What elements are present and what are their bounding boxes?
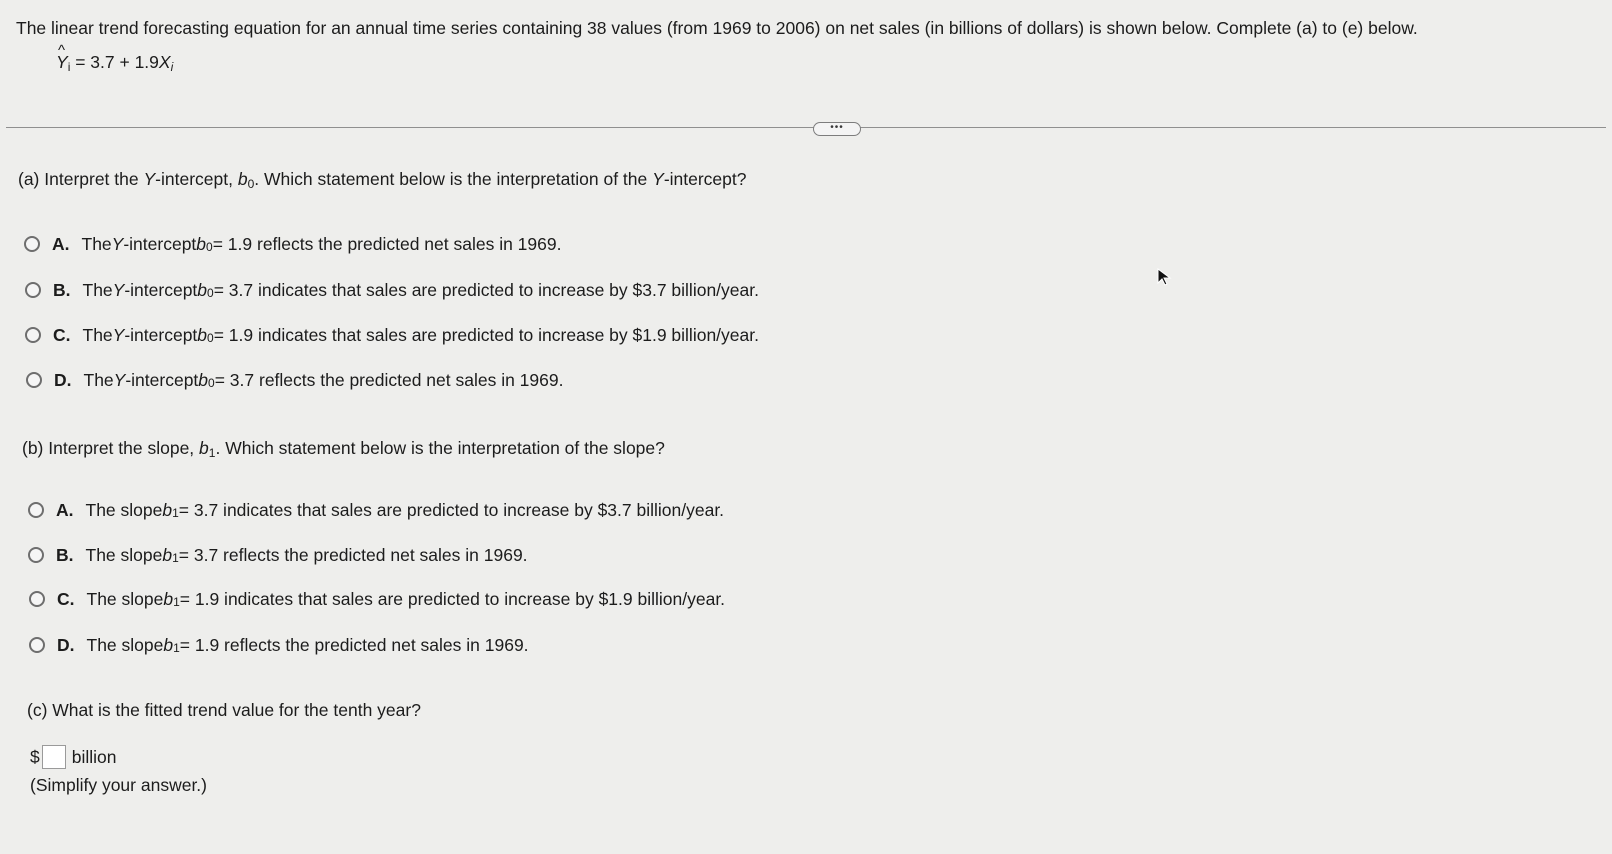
option-sub: 1 [172,506,179,520]
option-text: The slope [85,500,163,520]
option-sub: 1 [172,551,179,565]
unit-label: billion [71,747,117,767]
option-letter: C. [53,325,71,345]
option-sub: 1 [173,595,180,609]
option-text: The [83,370,114,390]
option-text: = 1.9 reflects the predicted net sales in 1969. [179,635,529,655]
option-y: Y [112,280,125,300]
part-b-option-c[interactable] [29,587,725,611]
radio-button[interactable] [24,236,40,252]
part-a-option-a[interactable] [24,232,561,256]
part-b-option-a[interactable] [28,498,724,522]
part-a-mid: -intercept, [155,169,238,189]
option-y: Y [113,370,126,390]
x-subscript: i [170,60,174,74]
option-letter: B. [53,280,71,300]
option-b: b [163,589,174,609]
y-subscript: i [67,60,71,74]
option-text: = 1.9 indicates that sales are predicted to increase by $1.9 billion/year. [213,325,759,345]
option-text: The [81,234,112,254]
part-a-b-sub: 0 [247,177,255,191]
section-divider [6,127,1606,128]
option-letter: A. [56,500,74,520]
trend-equation [56,50,173,76]
option-text: = 1.9 indicates that sales are predicted to increase by $1.9 billion/year. [179,589,726,609]
y-hat-symbol: ^ Y [56,50,68,74]
part-a-y: Y [143,169,156,189]
option-text: The [82,280,113,300]
option-text: = 3.7 reflects the predicted net sales in 1969. [214,370,564,390]
part-b-suffix: . Which statement below is the interpretation of the slope? [215,438,665,458]
option-b: b [198,370,209,390]
radio-button[interactable] [29,637,45,653]
part-b-b-sub: 1 [208,446,216,460]
option-sub: 0 [208,376,215,390]
radio-button[interactable] [28,547,44,563]
part-a-option-d[interactable] [26,368,563,392]
option-text: -intercept [123,234,197,254]
part-a-prefix: (a) Interpret the [18,169,144,189]
part-a-question [18,167,747,193]
option-b: b [197,325,208,345]
option-text: -intercept [124,280,198,300]
option-b: b [196,234,207,254]
radio-button[interactable] [25,282,41,298]
option-text: The slope [86,589,164,609]
part-c-question: (c) What is the fitted trend value for the tenth year? [27,700,421,720]
radio-button[interactable] [26,372,42,388]
option-y: Y [112,325,125,345]
option-letter: D. [54,370,72,390]
option-letter: A. [52,234,70,254]
option-sub: 1 [173,641,180,655]
radio-button[interactable] [25,327,41,343]
option-letter: B. [56,545,74,565]
part-b-option-b[interactable] [28,543,528,567]
option-text: -intercept [125,370,199,390]
option-text: = 1.9 reflects the predicted net sales in 1969. [212,234,562,254]
part-a-option-b[interactable] [25,278,759,302]
option-b: b [162,500,173,520]
option-y: Y [111,234,124,254]
mouse-pointer-icon [1156,267,1174,287]
option-sub: 0 [207,286,214,300]
part-b-question [22,436,665,462]
option-sub: 0 [207,331,214,345]
part-a-end: -intercept? [663,169,747,189]
option-text: The [82,325,113,345]
answer-row [30,745,116,769]
part-a-y2: Y [652,169,664,189]
simplify-note: (Simplify your answer.) [30,775,207,795]
part-b-prefix: (b) Interpret the slope, [22,438,200,458]
currency-symbol: $ [30,747,40,767]
option-b: b [163,635,174,655]
equation-rhs: = 3.7 + 1.9 [70,52,159,72]
option-b: b [197,280,208,300]
part-b-option-d[interactable] [29,633,529,657]
radio-button[interactable] [28,502,44,518]
option-b: b [162,545,173,565]
option-letter: C. [57,589,75,609]
problem-statement: The linear trend forecasting equation for an annual time series containing 38 values (from 1969 to 2006) on net sales (in billions of dollars) is shown below. Complete (a) to (e) below. [16,18,1418,38]
x-symbol: X [158,52,171,72]
part-a-b: b [237,169,248,189]
option-text: The slope [85,545,163,565]
option-text: -intercept [124,325,198,345]
option-sub: 0 [206,240,213,254]
answer-input[interactable] [42,745,66,769]
part-a-option-c[interactable] [25,323,759,347]
option-text: = 3.7 reflects the predicted net sales in 1969. [178,545,528,565]
radio-button[interactable] [29,591,45,607]
expand-more-button[interactable]: ••• [813,122,861,136]
option-letter: D. [57,635,75,655]
part-b-b: b [199,438,209,458]
option-text: The slope [86,635,164,655]
option-text: = 3.7 indicates that sales are predicted to increase by $3.7 billion/year. [178,500,725,520]
part-a-suffix: . Which statement below is the interpretation of the [254,169,653,189]
option-text: = 3.7 indicates that sales are predicted to increase by $3.7 billion/year. [213,280,759,300]
